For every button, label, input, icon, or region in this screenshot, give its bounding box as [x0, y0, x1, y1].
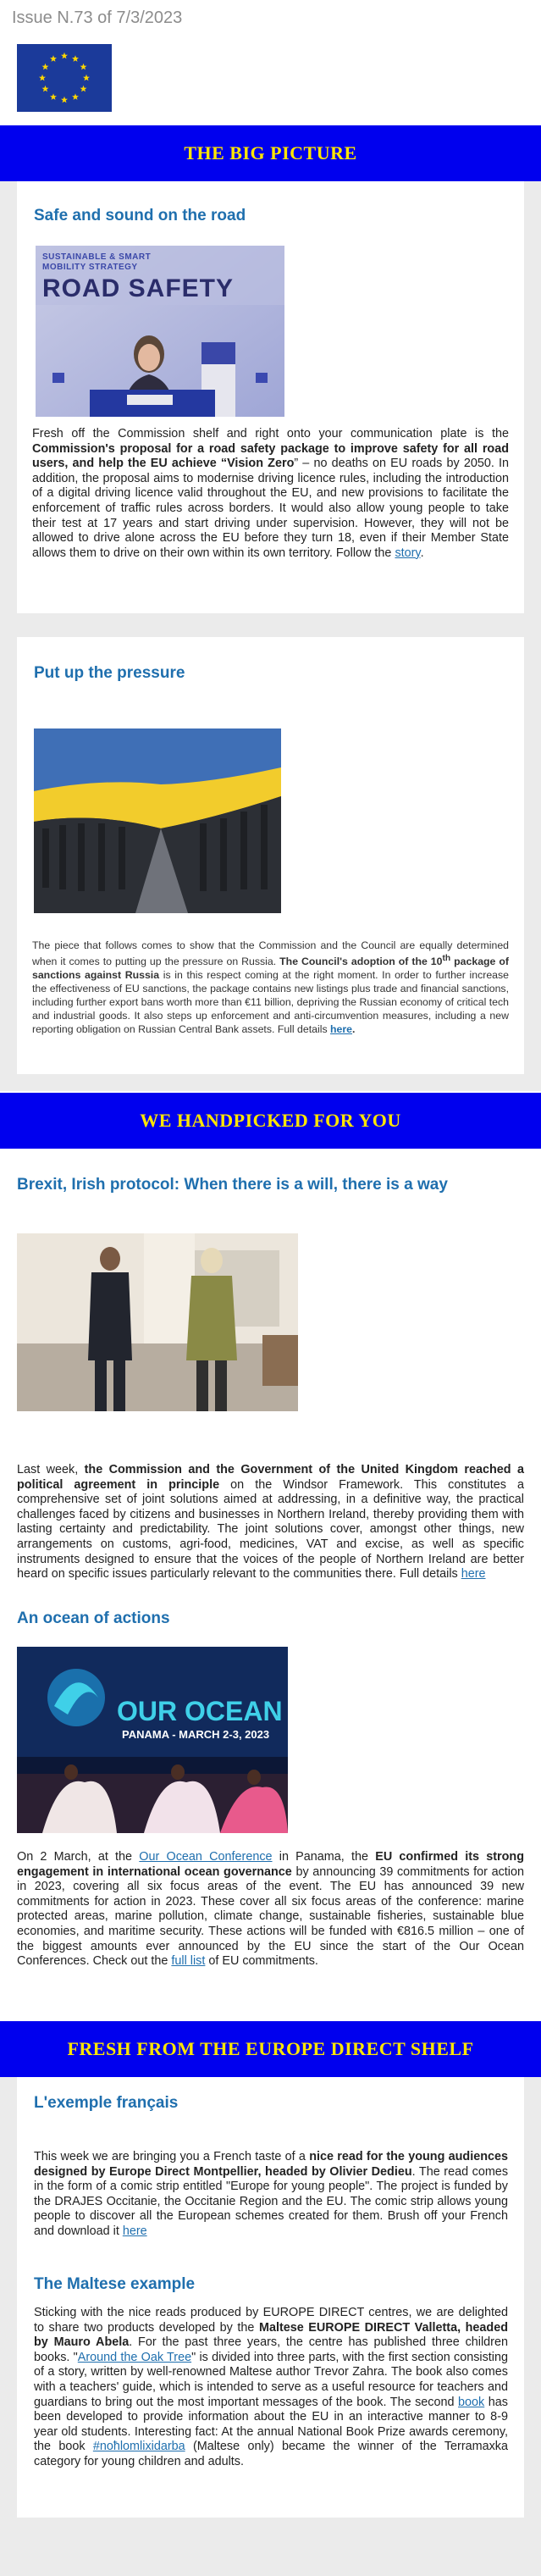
article-road-safety: [17, 181, 524, 613]
section-banner-title: THE BIG PICTURE: [184, 142, 357, 163]
issue-label: Issue N.73 of 7/3/2023: [12, 8, 183, 27]
article-title: The Maltese example: [34, 2275, 196, 2293]
article-body: The piece that follows comes to show that the Commission and the Council are equally determined when it comes to putting up the pressure on Russia. The Council's adoption of the 10th package of sanctions against Russia is in this respect coming at the right moment. In order to further increase the effectiveness of EU sanctions, the package contains new listings plus trade and financial sanctions, including further export bans worth more than €11 billion, depriving the Russian economy of critical tech and industrial goods. It also steps up enforcement and anti-circumvention measures, including a new reporting obligation on Russian Central Bank assets. Full details here.: [32, 939, 509, 1036]
second-book-link[interactable]: book: [458, 2395, 485, 2409]
story-link[interactable]: story: [395, 546, 421, 560]
big-picture-panel: [0, 181, 541, 1091]
brexit-details-link[interactable]: here: [461, 1567, 486, 1582]
ukraine-flag-photo[interactable]: [34, 728, 281, 913]
article-body: Fresh off the Commission shelf and right onto your communication plate is the Commission's proposal for a road safety package to improve safety for all road users, and help the EU achieve “Vision Zero” – no deaths on EU roads by 2050. In addition, the proposal aims to modernise driving licence rules, including the introduction of a digital driving licence valid throughout the EU, and new provisions to facilitate the enforcement of traffic rules across borders. It would also allow young people to take their test at 17 years and start driving under supervision. However, they will not be allowed to drive alone across the EU before they turn 18, even if their Member State allows them to drive on their own within its own territory. Follow the story.: [32, 427, 510, 560]
eu-flag-logo: [17, 44, 112, 112]
europe-direct-card: [17, 2077, 524, 2518]
article-sanctions: [17, 637, 524, 1074]
full-list-link[interactable]: full list: [171, 1954, 206, 1969]
ocean-photo-title: OUR OCEAN: [117, 1696, 283, 1726]
article-title: Brexit, Irish protocol: When there is a will, there is a way: [17, 1176, 448, 1194]
section-banner-title: FRESH FROM THE EUROPE DIRECT SHELF: [67, 2038, 474, 2059]
brexit-meeting-photo[interactable]: [17, 1233, 298, 1411]
article-body: Last week, the Commission and the Government of the United Kingdom reached a political agreement in principle on the Windsor Framework. This constitutes a comprehensive set of joint solutions aimed at addressing, in a definitive way, the practical challenges faced by citizens and businesses in Northern Ireland, thereby providing them with lasting certainty and predictability. The joint solutions cover, amongst other things, new arrangements on customs, agri-food, medicines, VAT and excise, as well as specific instruments designed to ensure that the voices of the people of Northern Ireland are better heard on specific issues particularly relevant to the communities there. Full details here: [17, 1463, 524, 1582]
article-body: On 2 March, at the Our Ocean Conference in Panama, the EU confirmed its strong engagement in international ocean governance by announcing 39 commitments for action in 2023, covering all six focus areas of the event. The EU has announced 39 new commitments for action in 2023. These cover all six focus areas of the conference: marine protected areas, marine pollution, climate change, sustainable fisheries, sustainable blue economies, and maritime security. These actions will be funded with €816.5 million – one of the biggest amounts ever announced by the EU since the start of the Our Ocean Conferences. Check out the full list of EU commitments.: [17, 1850, 524, 1969]
europe-direct-panel: [0, 2077, 541, 2576]
road-photo-caption-3: ROAD SAFETY: [42, 274, 235, 302]
section-banner-big-picture: [0, 125, 541, 181]
article-title: Safe and sound on the road: [34, 207, 246, 224]
article-title: L'exemple français: [34, 2094, 179, 2112]
article-body: Sticking with the nice reads produced by EUROPE DIRECT centres, we are delighted to share two products developed by the Maltese EUROPE DIRECT Valletta, headed by Mauro Abela. For the past three years, the centre has published three children books. "Around the Oak Tree" is divided into three parts, with the first section consisting of a story, written by well-renowned Maltese author Trevor Zahra. The book also comes with a teachers' guide, which is intended to serve as a useful resource for teachers and guardians to bring out the most important messages of the book. The second book has been developed to provide information about the EU in an interactive manner to 8-9 year old students. Interesting fact: At the annual National Book Prize awards ceremony, the book #noħlomlixidarba (Maltese only) became the winner of the Terramaxka category for young children and adults.: [34, 2306, 508, 2468]
section-banner-handpicked: [0, 1093, 541, 1149]
our-ocean-conference-link[interactable]: Our Ocean Conference: [139, 1850, 273, 1864]
section-banner-fresh: [0, 2021, 541, 2077]
road-safety-photo[interactable]: [36, 246, 284, 417]
article-title: An ocean of actions: [17, 1609, 170, 1627]
comic-download-link[interactable]: here: [122, 2224, 147, 2238]
article-title: Put up the pressure: [34, 664, 185, 682]
article-body: This week we are bringing you a French taste of a nice read for the young audiences designed by Europe Direct Montpellier, headed by Olivier Dedieu. The read comes in the form of a comic strip entitled "Europe for young people". The project is funded by the DRAJES Occitanie, the Occitanie Region and the EU. The comic strip allows young people to discover all the European schemes created for them. Brush off your French and download it here: [34, 2150, 509, 2238]
ocean-photo-subtitle: PANAMA - MARCH 2-3, 2023: [122, 1728, 270, 1741]
road-photo-caption-1: SUSTAINABLE & SMART: [42, 252, 152, 262]
section-banner-title: WE HANDPICKED FOR YOU: [140, 1110, 401, 1131]
sanctions-details-link[interactable]: here: [330, 1023, 353, 1036]
oak-tree-book-link[interactable]: Around the Oak Tree: [77, 2350, 192, 2364]
road-photo-caption-2: MOBILITY STRATEGY: [42, 263, 138, 272]
noħlomlixidarba-link[interactable]: #noħlomlixidarba: [92, 2440, 185, 2454]
our-ocean-photo[interactable]: [17, 1647, 288, 1833]
